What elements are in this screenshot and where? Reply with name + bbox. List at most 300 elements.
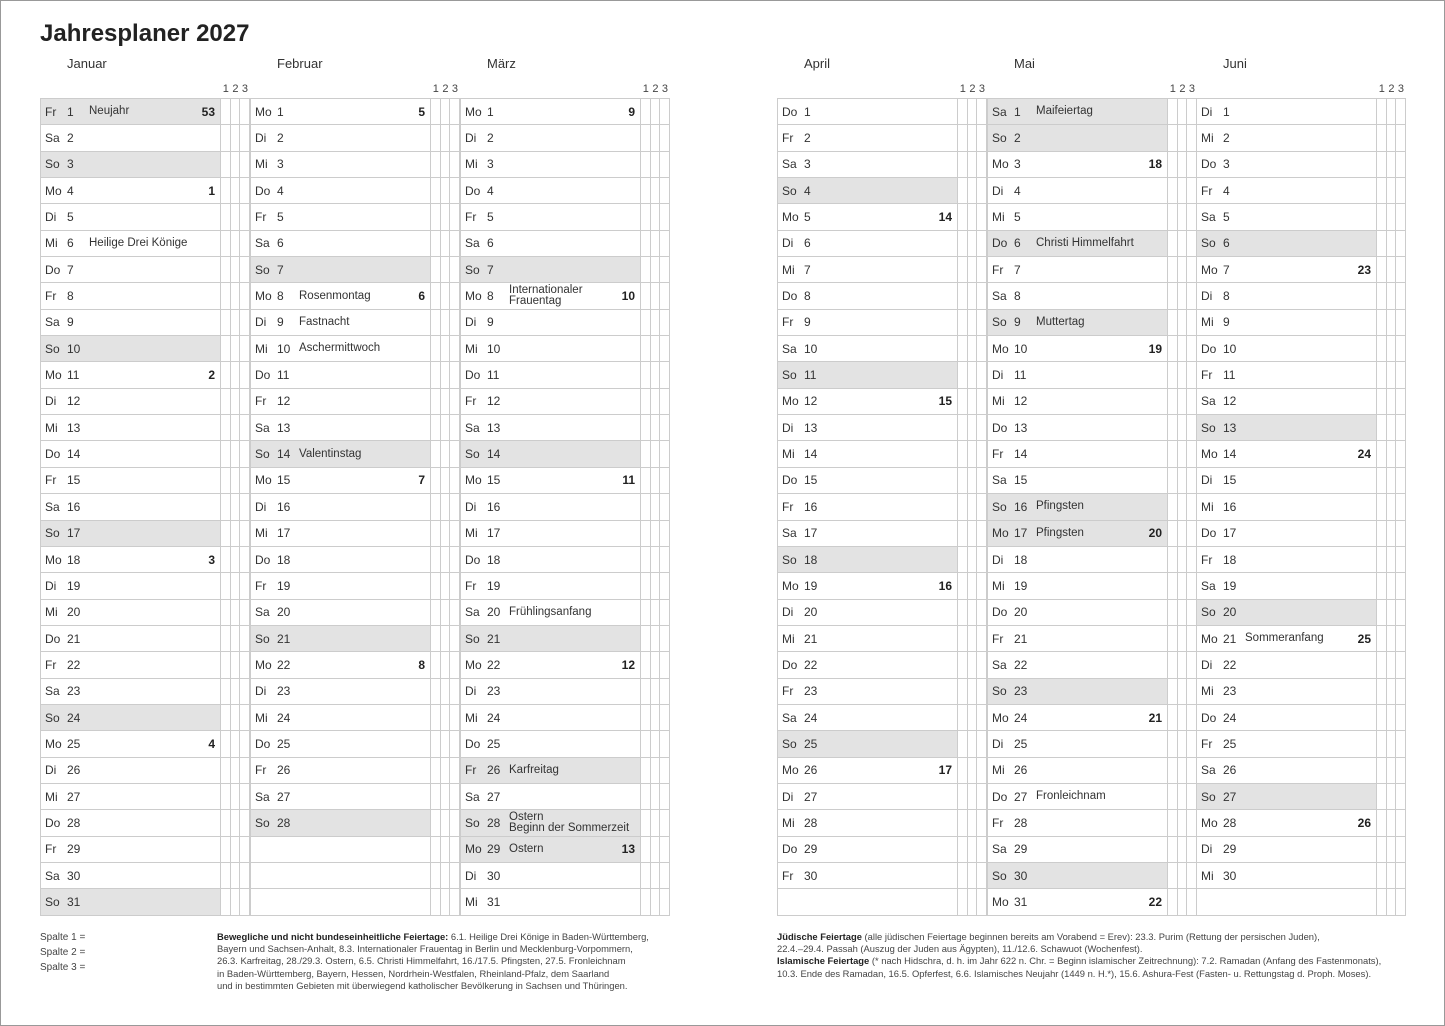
- note-column-cell[interactable]: [651, 837, 661, 862]
- note-column-cell[interactable]: [977, 362, 987, 387]
- note-column-cell[interactable]: [958, 573, 968, 598]
- note-column-cell[interactable]: [651, 863, 661, 888]
- note-column-cell[interactable]: [977, 389, 987, 414]
- day-cell[interactable]: [40, 336, 221, 361]
- note-column-cell[interactable]: [231, 889, 241, 914]
- day-cell[interactable]: [460, 336, 641, 361]
- day-row[interactable]: [777, 521, 987, 547]
- day-row[interactable]: [1196, 336, 1406, 362]
- note-column-cell[interactable]: [641, 336, 651, 361]
- day-row[interactable]: [250, 626, 460, 652]
- note-column-cell[interactable]: [431, 652, 441, 677]
- day-cell[interactable]: [40, 310, 221, 335]
- note-column-cell[interactable]: [1377, 257, 1387, 282]
- note-column-cell[interactable]: [660, 784, 670, 809]
- day-row[interactable]: [987, 810, 1197, 836]
- note-column-cell[interactable]: [441, 652, 451, 677]
- note-column-cell[interactable]: [231, 336, 241, 361]
- day-row[interactable]: [987, 652, 1197, 678]
- day-cell[interactable]: [460, 99, 641, 124]
- day-row[interactable]: [250, 125, 460, 151]
- note-column-cell[interactable]: [968, 99, 978, 124]
- day-row[interactable]: [250, 547, 460, 573]
- day-row[interactable]: [987, 521, 1197, 547]
- note-column-cell[interactable]: [958, 652, 968, 677]
- note-column-cell[interactable]: [1178, 731, 1188, 756]
- day-row[interactable]: [987, 494, 1197, 520]
- note-column-cell[interactable]: [651, 494, 661, 519]
- note-column-cell[interactable]: [641, 521, 651, 546]
- day-cell[interactable]: [1196, 99, 1377, 124]
- day-row[interactable]: [40, 125, 250, 151]
- note-column-cell[interactable]: [977, 889, 987, 914]
- note-column-cell[interactable]: [651, 573, 661, 598]
- day-cell[interactable]: [777, 837, 958, 862]
- day-cell[interactable]: [987, 310, 1168, 335]
- note-column-cell[interactable]: [968, 468, 978, 493]
- note-column-cell[interactable]: [441, 231, 451, 256]
- note-column-cell[interactable]: [221, 231, 231, 256]
- note-column-cell[interactable]: [651, 99, 661, 124]
- note-column-cell[interactable]: [1178, 204, 1188, 229]
- note-column-cell[interactable]: [1387, 837, 1397, 862]
- note-column-cell[interactable]: [221, 652, 231, 677]
- note-column-cell[interactable]: [240, 705, 250, 730]
- note-column-cell[interactable]: [1387, 99, 1397, 124]
- note-column-cell[interactable]: [231, 573, 241, 598]
- day-row[interactable]: [987, 547, 1197, 573]
- note-column-cell[interactable]: [441, 415, 451, 440]
- day-cell[interactable]: [40, 837, 221, 862]
- note-column-cell[interactable]: [651, 626, 661, 651]
- day-cell[interactable]: [987, 283, 1168, 308]
- note-column-cell[interactable]: [1377, 362, 1387, 387]
- day-cell[interactable]: [460, 389, 641, 414]
- day-cell[interactable]: [460, 863, 641, 888]
- note-column-cell[interactable]: [1387, 731, 1397, 756]
- note-column-cell[interactable]: [231, 468, 241, 493]
- day-cell[interactable]: [460, 889, 641, 914]
- note-column-cell[interactable]: [240, 863, 250, 888]
- day-row[interactable]: [40, 810, 250, 836]
- note-column-cell[interactable]: [1396, 152, 1406, 177]
- day-cell[interactable]: [460, 600, 641, 625]
- day-cell[interactable]: [40, 863, 221, 888]
- day-row[interactable]: [40, 521, 250, 547]
- note-column-cell[interactable]: [450, 152, 460, 177]
- note-column-cell[interactable]: [1396, 863, 1406, 888]
- note-column-cell[interactable]: [958, 468, 968, 493]
- note-column-cell[interactable]: [968, 626, 978, 651]
- day-cell[interactable]: [987, 810, 1168, 835]
- note-column-cell[interactable]: [968, 784, 978, 809]
- note-column-cell[interactable]: [958, 441, 968, 466]
- day-cell[interactable]: [1196, 125, 1377, 150]
- day-row[interactable]: [1196, 784, 1406, 810]
- note-column-cell[interactable]: [1396, 99, 1406, 124]
- note-column-cell[interactable]: [968, 652, 978, 677]
- note-column-cell[interactable]: [977, 837, 987, 862]
- day-cell[interactable]: [777, 415, 958, 440]
- note-column-cell[interactable]: [641, 204, 651, 229]
- day-cell[interactable]: [777, 731, 958, 756]
- day-cell[interactable]: [250, 152, 431, 177]
- day-cell[interactable]: [777, 257, 958, 282]
- note-column-cell[interactable]: [221, 389, 231, 414]
- note-column-cell[interactable]: [221, 626, 231, 651]
- note-column-cell[interactable]: [240, 178, 250, 203]
- note-column-cell[interactable]: [221, 731, 231, 756]
- day-row[interactable]: [777, 652, 987, 678]
- day-cell[interactable]: [40, 521, 221, 546]
- day-row[interactable]: [250, 362, 460, 388]
- day-cell[interactable]: [250, 99, 431, 124]
- day-row[interactable]: [777, 99, 987, 125]
- day-cell[interactable]: [250, 573, 431, 598]
- note-column-cell[interactable]: [958, 283, 968, 308]
- note-column-cell[interactable]: [968, 679, 978, 704]
- note-column-cell[interactable]: [240, 283, 250, 308]
- day-row[interactable]: [460, 204, 670, 230]
- note-column-cell[interactable]: [1387, 231, 1397, 256]
- note-column-cell[interactable]: [441, 705, 451, 730]
- note-column-cell[interactable]: [641, 178, 651, 203]
- note-column-cell[interactable]: [221, 178, 231, 203]
- day-cell[interactable]: [777, 521, 958, 546]
- note-column-cell[interactable]: [651, 389, 661, 414]
- note-column-cell[interactable]: [441, 626, 451, 651]
- note-column-cell[interactable]: [431, 257, 441, 282]
- note-column-cell[interactable]: [968, 889, 978, 914]
- note-column-cell[interactable]: [968, 521, 978, 546]
- day-cell[interactable]: [987, 652, 1168, 677]
- day-row[interactable]: [777, 600, 987, 626]
- day-row[interactable]: [1196, 600, 1406, 626]
- note-column-cell[interactable]: [660, 863, 670, 888]
- note-column-cell[interactable]: [240, 99, 250, 124]
- note-column-cell[interactable]: [958, 310, 968, 335]
- day-row[interactable]: [777, 257, 987, 283]
- day-row[interactable]: [40, 758, 250, 784]
- note-column-cell[interactable]: [431, 99, 441, 124]
- note-column-cell[interactable]: [977, 178, 987, 203]
- day-row[interactable]: [250, 600, 460, 626]
- note-column-cell[interactable]: [651, 547, 661, 572]
- day-cell[interactable]: [1196, 705, 1377, 730]
- note-column-cell[interactable]: [651, 889, 661, 914]
- note-column-cell[interactable]: [1178, 257, 1188, 282]
- day-row[interactable]: [250, 784, 460, 810]
- note-column-cell[interactable]: [240, 521, 250, 546]
- note-column-cell[interactable]: [968, 125, 978, 150]
- note-column-cell[interactable]: [221, 889, 231, 914]
- note-column-cell[interactable]: [431, 415, 441, 440]
- note-column-cell[interactable]: [660, 731, 670, 756]
- note-column-cell[interactable]: [441, 125, 451, 150]
- note-column-cell[interactable]: [1377, 863, 1387, 888]
- day-cell[interactable]: [777, 758, 958, 783]
- note-column-cell[interactable]: [660, 547, 670, 572]
- day-cell[interactable]: [1196, 652, 1377, 677]
- note-column-cell[interactable]: [450, 362, 460, 387]
- note-column-cell[interactable]: [651, 257, 661, 282]
- note-column-cell[interactable]: [977, 705, 987, 730]
- day-row[interactable]: [1196, 310, 1406, 336]
- day-row[interactable]: [777, 679, 987, 705]
- day-cell[interactable]: [987, 705, 1168, 730]
- note-column-cell[interactable]: [231, 441, 241, 466]
- day-cell[interactable]: [40, 731, 221, 756]
- day-row[interactable]: [40, 231, 250, 257]
- note-column-cell[interactable]: [240, 600, 250, 625]
- day-cell[interactable]: [460, 310, 641, 335]
- day-row[interactable]: [777, 336, 987, 362]
- note-column-cell[interactable]: [1168, 600, 1178, 625]
- day-cell[interactable]: [1196, 810, 1377, 835]
- day-cell[interactable]: [1196, 257, 1377, 282]
- note-column-cell[interactable]: [660, 389, 670, 414]
- note-column-cell[interactable]: [1168, 468, 1178, 493]
- day-cell[interactable]: [987, 521, 1168, 546]
- note-column-cell[interactable]: [431, 679, 441, 704]
- note-column-cell[interactable]: [450, 600, 460, 625]
- note-column-cell[interactable]: [431, 863, 441, 888]
- note-column-cell[interactable]: [450, 389, 460, 414]
- day-cell[interactable]: [987, 152, 1168, 177]
- note-column-cell[interactable]: [977, 573, 987, 598]
- note-column-cell[interactable]: [1168, 283, 1178, 308]
- note-column-cell[interactable]: [1387, 283, 1397, 308]
- note-column-cell[interactable]: [958, 494, 968, 519]
- day-cell[interactable]: [460, 731, 641, 756]
- note-column-cell[interactable]: [240, 889, 250, 914]
- day-cell[interactable]: [40, 152, 221, 177]
- note-column-cell[interactable]: [641, 125, 651, 150]
- note-column-cell[interactable]: [651, 784, 661, 809]
- day-row[interactable]: [987, 99, 1197, 125]
- note-column-cell[interactable]: [958, 415, 968, 440]
- note-column-cell[interactable]: [1377, 784, 1387, 809]
- day-cell[interactable]: [777, 231, 958, 256]
- note-column-cell[interactable]: [641, 415, 651, 440]
- note-column-cell[interactable]: [660, 468, 670, 493]
- day-row[interactable]: [1196, 837, 1406, 863]
- note-column-cell[interactable]: [231, 99, 241, 124]
- day-cell[interactable]: [777, 389, 958, 414]
- note-column-cell[interactable]: [431, 231, 441, 256]
- day-row[interactable]: [460, 178, 670, 204]
- day-cell[interactable]: [777, 626, 958, 651]
- note-column-cell[interactable]: [240, 152, 250, 177]
- day-cell[interactable]: [40, 705, 221, 730]
- note-column-cell[interactable]: [221, 99, 231, 124]
- note-column-cell[interactable]: [651, 731, 661, 756]
- note-column-cell[interactable]: [1396, 626, 1406, 651]
- day-row[interactable]: [777, 231, 987, 257]
- day-row[interactable]: [1196, 494, 1406, 520]
- note-column-cell[interactable]: [977, 863, 987, 888]
- day-row[interactable]: [777, 494, 987, 520]
- note-column-cell[interactable]: [977, 336, 987, 361]
- day-cell[interactable]: [777, 863, 958, 888]
- day-cell[interactable]: [1196, 336, 1377, 361]
- note-column-cell[interactable]: [1387, 468, 1397, 493]
- note-column-cell[interactable]: [1377, 547, 1387, 572]
- note-column-cell[interactable]: [441, 573, 451, 598]
- note-column-cell[interactable]: [660, 652, 670, 677]
- note-column-cell[interactable]: [1396, 784, 1406, 809]
- note-column-cell[interactable]: [1168, 152, 1178, 177]
- note-column-cell[interactable]: [651, 178, 661, 203]
- note-column-cell[interactable]: [441, 837, 451, 862]
- day-cell[interactable]: [250, 415, 431, 440]
- note-column-cell[interactable]: [431, 837, 441, 862]
- note-column-cell[interactable]: [641, 652, 651, 677]
- note-column-cell[interactable]: [641, 679, 651, 704]
- note-column-cell[interactable]: [977, 758, 987, 783]
- note-column-cell[interactable]: [1178, 547, 1188, 572]
- note-column-cell[interactable]: [968, 863, 978, 888]
- day-row[interactable]: [987, 125, 1197, 151]
- note-column-cell[interactable]: [651, 152, 661, 177]
- day-cell[interactable]: [1196, 784, 1377, 809]
- day-cell[interactable]: [987, 547, 1168, 572]
- day-row[interactable]: [460, 99, 670, 125]
- note-column-cell[interactable]: [977, 626, 987, 651]
- note-column-cell[interactable]: [1387, 705, 1397, 730]
- day-row[interactable]: [40, 652, 250, 678]
- note-column-cell[interactable]: [231, 705, 241, 730]
- note-column-cell[interactable]: [977, 310, 987, 335]
- note-column-cell[interactable]: [958, 389, 968, 414]
- note-column-cell[interactable]: [968, 415, 978, 440]
- note-column-cell[interactable]: [641, 468, 651, 493]
- day-cell[interactable]: [460, 152, 641, 177]
- note-column-cell[interactable]: [1168, 204, 1178, 229]
- day-cell[interactable]: [40, 468, 221, 493]
- day-row[interactable]: [460, 837, 670, 863]
- day-row[interactable]: [987, 468, 1197, 494]
- note-column-cell[interactable]: [231, 204, 241, 229]
- note-column-cell[interactable]: [958, 705, 968, 730]
- day-row[interactable]: [40, 705, 250, 731]
- note-column-cell[interactable]: [240, 679, 250, 704]
- day-row[interactable]: [460, 810, 670, 836]
- note-column-cell[interactable]: [1168, 705, 1178, 730]
- note-column-cell[interactable]: [240, 362, 250, 387]
- note-column-cell[interactable]: [651, 362, 661, 387]
- note-column-cell[interactable]: [1178, 362, 1188, 387]
- day-cell[interactable]: [40, 626, 221, 651]
- day-cell[interactable]: [250, 204, 431, 229]
- note-column-cell[interactable]: [977, 600, 987, 625]
- note-column-cell[interactable]: [1377, 679, 1387, 704]
- note-column-cell[interactable]: [1168, 178, 1178, 203]
- note-column-cell[interactable]: [1178, 573, 1188, 598]
- note-column-cell[interactable]: [431, 152, 441, 177]
- note-column-cell[interactable]: [240, 652, 250, 677]
- note-column-cell[interactable]: [958, 758, 968, 783]
- note-column-cell[interactable]: [1168, 547, 1178, 572]
- day-cell[interactable]: [250, 784, 431, 809]
- note-column-cell[interactable]: [431, 889, 441, 914]
- note-column-cell[interactable]: [240, 389, 250, 414]
- day-cell[interactable]: [987, 468, 1168, 493]
- note-column-cell[interactable]: [1396, 441, 1406, 466]
- note-column-cell[interactable]: [1178, 441, 1188, 466]
- note-column-cell[interactable]: [1396, 310, 1406, 335]
- note-column-cell[interactable]: [1377, 705, 1387, 730]
- note-column-cell[interactable]: [1178, 178, 1188, 203]
- day-row[interactable]: [40, 336, 250, 362]
- note-column-cell[interactable]: [977, 231, 987, 256]
- day-row[interactable]: [460, 889, 670, 915]
- note-column-cell[interactable]: [240, 547, 250, 572]
- note-column-cell[interactable]: [1377, 389, 1387, 414]
- day-cell[interactable]: [460, 626, 641, 651]
- note-column-cell[interactable]: [958, 257, 968, 282]
- note-column-cell[interactable]: [431, 600, 441, 625]
- day-row[interactable]: [777, 204, 987, 230]
- note-column-cell[interactable]: [1377, 336, 1387, 361]
- day-cell[interactable]: [250, 547, 431, 572]
- day-cell[interactable]: [460, 415, 641, 440]
- day-cell[interactable]: [1196, 600, 1377, 625]
- note-column-cell[interactable]: [221, 283, 231, 308]
- day-cell[interactable]: [250, 257, 431, 282]
- day-row[interactable]: [460, 573, 670, 599]
- day-row[interactable]: [777, 705, 987, 731]
- day-row[interactable]: [40, 863, 250, 889]
- day-cell[interactable]: [40, 257, 221, 282]
- note-column-cell[interactable]: [1377, 626, 1387, 651]
- day-row[interactable]: [250, 389, 460, 415]
- day-row[interactable]: [40, 731, 250, 757]
- day-row[interactable]: [1196, 547, 1406, 573]
- day-cell[interactable]: [40, 889, 221, 914]
- day-cell[interactable]: [1196, 863, 1377, 888]
- day-row[interactable]: [987, 731, 1197, 757]
- note-column-cell[interactable]: [431, 336, 441, 361]
- note-column-cell[interactable]: [450, 652, 460, 677]
- note-column-cell[interactable]: [641, 889, 651, 914]
- day-row[interactable]: [250, 415, 460, 441]
- note-column-cell[interactable]: [1387, 389, 1397, 414]
- note-column-cell[interactable]: [651, 336, 661, 361]
- note-column-cell[interactable]: [958, 626, 968, 651]
- day-cell[interactable]: [250, 231, 431, 256]
- note-column-cell[interactable]: [660, 310, 670, 335]
- note-column-cell[interactable]: [431, 494, 441, 519]
- note-column-cell[interactable]: [651, 521, 661, 546]
- day-row[interactable]: [250, 310, 460, 336]
- day-cell[interactable]: [460, 494, 641, 519]
- day-cell[interactable]: [40, 494, 221, 519]
- note-column-cell[interactable]: [968, 547, 978, 572]
- note-column-cell[interactable]: [1396, 547, 1406, 572]
- note-column-cell[interactable]: [1178, 652, 1188, 677]
- day-cell[interactable]: [987, 389, 1168, 414]
- day-row[interactable]: [1196, 679, 1406, 705]
- note-column-cell[interactable]: [1387, 679, 1397, 704]
- note-column-cell[interactable]: [231, 863, 241, 888]
- day-cell[interactable]: [250, 810, 431, 835]
- note-column-cell[interactable]: [1377, 441, 1387, 466]
- note-column-cell[interactable]: [431, 547, 441, 572]
- note-column-cell[interactable]: [450, 204, 460, 229]
- note-column-cell[interactable]: [431, 441, 441, 466]
- note-column-cell[interactable]: [221, 810, 231, 835]
